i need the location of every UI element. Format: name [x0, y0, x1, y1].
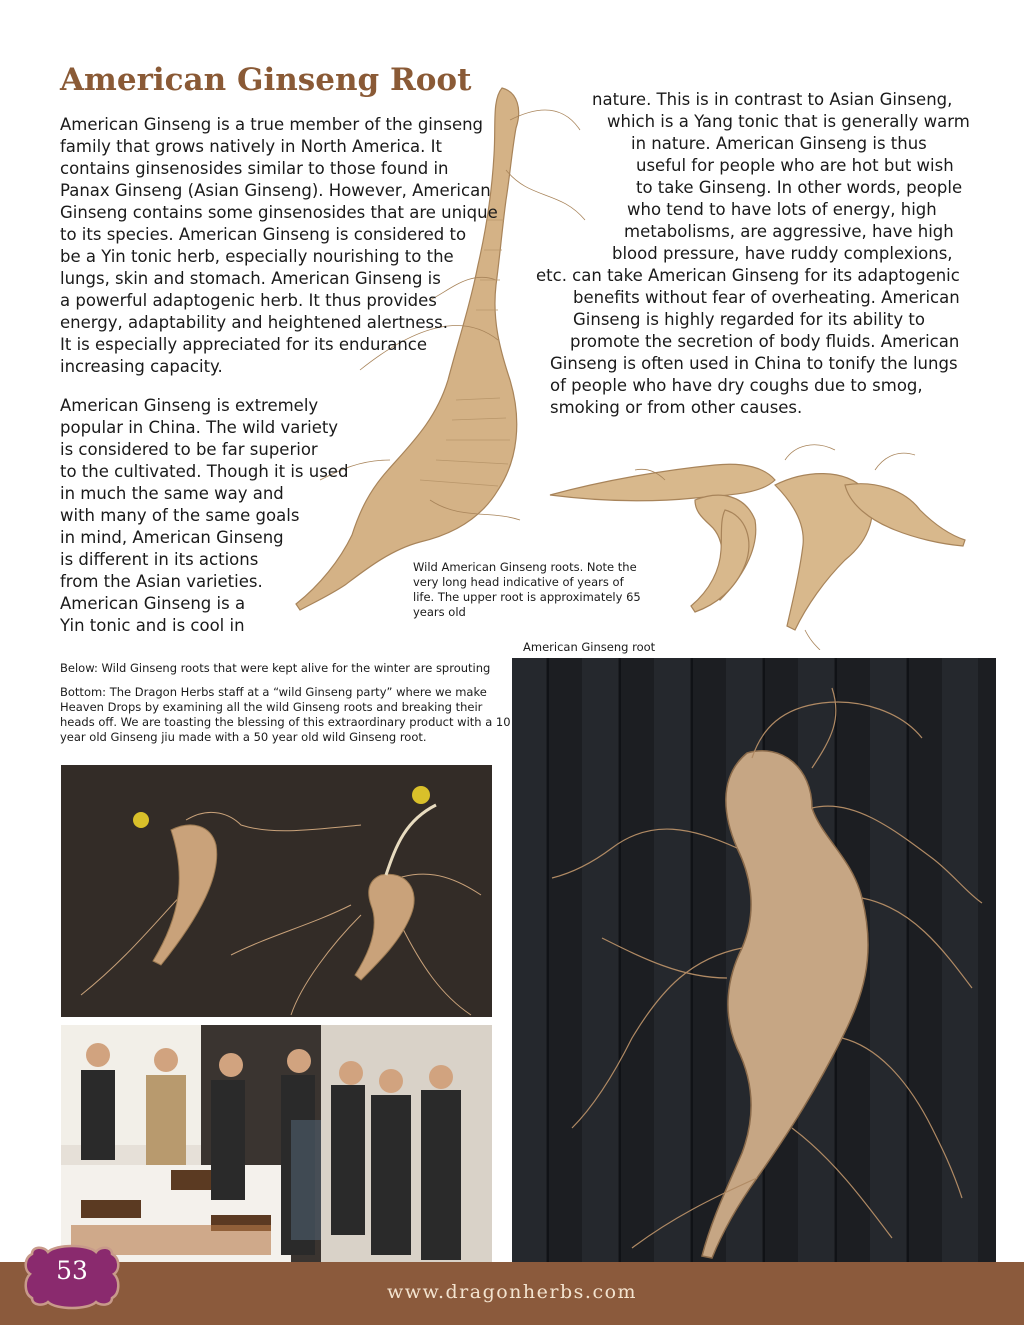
- page-title: American Ginseng Root: [60, 62, 472, 98]
- wild-roots-caption: [413, 560, 641, 620]
- caption-line: Heaven Drops by examining all the wild Ginseng roots and breaking their: [60, 700, 483, 714]
- footer-url[interactable]: www.dragonherbs.com: [386, 1281, 638, 1303]
- text-line: contains ginsenosides similar to those found in: [60, 159, 449, 178]
- text-line: in nature. American Ginseng is thus: [631, 134, 927, 153]
- text-line: a powerful adaptogenic herb. It thus provides: [60, 291, 437, 310]
- party-caption: [60, 685, 511, 745]
- root-photo-caption: American Ginseng root: [523, 640, 656, 654]
- text-line: in much the same way and: [60, 484, 284, 503]
- caption-line: Wild American Ginseng roots. Note the: [413, 560, 637, 574]
- text-line: American Ginseng is a: [60, 594, 246, 613]
- ginseng-party-photo: [61, 1025, 492, 1262]
- text-line: to its species. American Ginseng is considered to: [60, 225, 467, 244]
- text-line: to take Ginseng. In other words, people: [636, 178, 963, 197]
- text-line: Yin tonic and is cool in: [60, 616, 245, 635]
- text-line: promote the secretion of body fluids. American: [570, 332, 960, 351]
- china-paragraph: [60, 395, 348, 637]
- text-line: It is especially appreciated for its endurance: [60, 335, 428, 354]
- text-line: nature. This is in contrast to Asian Ginseng,: [592, 90, 953, 109]
- text-line: benefits without fear of overheating. American: [573, 288, 960, 307]
- text-line: blood pressure, have ruddy complexions,: [612, 244, 953, 263]
- text-line: Ginseng is often used in China to tonify the lungs: [550, 354, 958, 373]
- text-line: of people who have dry coughs due to smog,: [550, 376, 923, 395]
- text-line: in mind, American Ginseng: [60, 528, 284, 547]
- text-line: increasing capacity.: [60, 357, 223, 376]
- text-line: energy, adaptability and heightened alertness.: [60, 313, 448, 332]
- american-ginseng-root-photo: [512, 658, 996, 1262]
- text-line: be a Yin tonic herb, especially nourishing to the: [60, 247, 454, 266]
- text-line: to the cultivated. Though it is used: [60, 462, 349, 481]
- intro-paragraph: [60, 114, 498, 378]
- page-number: 53: [56, 1256, 88, 1285]
- text-line: family that grows natively in North America. It: [60, 137, 442, 156]
- caption-line: year old Ginseng jiu made with a 50 year old wild Ginseng root.: [60, 730, 427, 744]
- text-line: American Ginseng is a true member of the ginseng: [60, 115, 484, 134]
- text-line: Ginseng contains some ginsenosides that are unique: [60, 203, 498, 222]
- text-line: American Ginseng is extremely: [60, 396, 319, 415]
- text-line: with many of the same goals: [60, 506, 300, 525]
- text-line: Panax Ginseng (Asian Ginseng). However, American: [60, 181, 491, 200]
- text-line: popular in China. The wild variety: [60, 418, 339, 437]
- text-line: useful for people who are hot but wish: [636, 156, 954, 175]
- caption-line: very long head indicative of years of: [413, 575, 624, 589]
- caption-line: years old: [413, 605, 466, 619]
- sprouting-caption: Below: Wild Ginseng roots that were kept alive for the winter are sprouting: [60, 661, 491, 675]
- text-line: smoking or from other causes.: [550, 398, 803, 417]
- text-line: metabolisms, are aggressive, have high: [624, 222, 954, 241]
- caption-line: Bottom: The Dragon Herbs staff at a “wild Ginseng party” where we make: [60, 685, 487, 699]
- text-line: which is a Yang tonic that is generally warm: [607, 112, 970, 131]
- text-line: Ginseng is highly regarded for its ability to: [573, 310, 925, 329]
- text-line: who tend to have lots of energy, high: [627, 200, 937, 219]
- text-line: is considered to be far superior: [60, 440, 318, 459]
- text-line: is different in its actions: [60, 550, 259, 569]
- text-line: from the Asian varieties.: [60, 572, 263, 591]
- caption-line: life. The upper root is approximately 65: [413, 590, 641, 604]
- text-line: etc. can take American Ginseng for its adaptogenic: [536, 266, 960, 285]
- sprouting-roots-photo: [61, 765, 492, 1017]
- text-line: lungs, skin and stomach. American Ginseng is: [60, 269, 441, 288]
- caption-line: heads off. We are toasting the blessing of this extraordinary product with a 10: [60, 715, 511, 729]
